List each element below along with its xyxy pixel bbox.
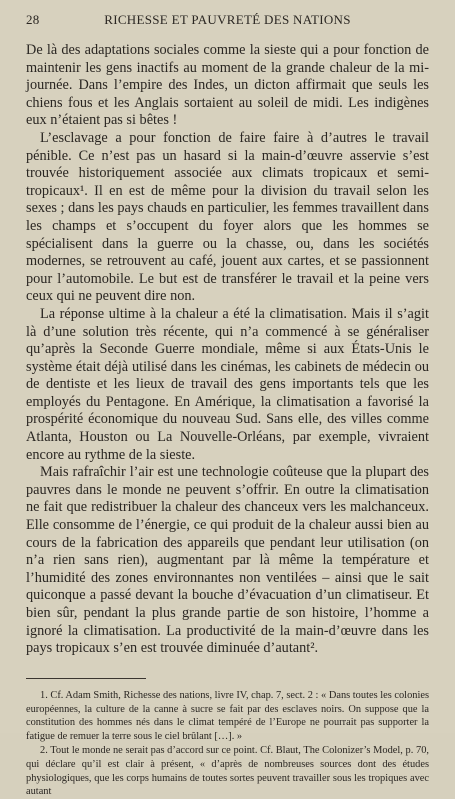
body-text: [26, 42, 429, 658]
paragraph: La réponse ultime à la chaleur a été la climatisation. Mais il s’agit là d’une solution très récente, qui n’a commencé à se généraliser qu’après la Seconde Guerre mondiale, même si aux États-Unis le système était déjà utilisé dans les cinémas, les cabinets de médecin ou de dentiste et les lieux de travail des gens importants tels que les employés du Pentagone. En Amérique, la climatisation a favorisé la prospérité économique du nouveau Sud. Sans elle, des villes comme Atlanta, Houston ou La Nouvelle-Orléans, par exemple, vivraient encore au rythme de la sieste.: [26, 305, 429, 463]
running-title: RICHESSE ET PAUVRETÉ DES NATIONS: [104, 12, 351, 27]
footnote-divider: [26, 678, 146, 679]
running-header: [26, 12, 429, 38]
paragraph: Mais rafraîchir l’air est une technologie coûteuse que la plupart des pauvres dans le monde ne peuvent s’offrir. En outre la climatisation ne fait que redistribuer la chaleur des chanceux vers les malchanceux. Elle consomme de l’énergie, ce qui produit de la chaleur aussi bien au cours de la fabrication des appareils que pendant leur utilisation (on n’a rien sans rien), augmentant par là même la température et l’humidité des zones environnantes non ventilées – ainsi que le sait quiconque a passé devant la bouche d’évacuation d’un climatiseur. Et bien sûr, pendant la plus grande partie de son histoire, l’homme a ignoré la climatisation. La productivité de la main-d’œuvre dans les pays tropicaux s’en est trouvée diminuée d’autant².: [26, 464, 429, 657]
footnotes: [26, 689, 429, 799]
footnote: 1. Cf. Adam Smith, Richesse des nations, livre IV, chap. 7, sect. 2 : « Dans toutes les colonies européennes, la culture de la canne à sucre se fait par des esclaves noirs. On suppose que la constitution des hommes nés dans le climat tempéré de l’Europe ne pourrait pas supporter la fatigue de remuer la terre sous le ciel brûlant […]. »: [26, 689, 429, 743]
page-number: 28: [26, 12, 40, 27]
paragraph: De là des adaptations sociales comme la sieste qui a pour fonction de maintenir les gens inactifs au moment de la grande chaleur de la mi-journée. Dans l’empire des Indes, un dicton affirmait que seuls les chiens fous et les Anglais sortaient au soleil de midi. Les indigènes eux n’étaient pas si bêtes !: [26, 42, 429, 129]
paragraph: L’esclavage a pour fonction de faire faire à d’autres le travail pénible. Ce n’est pas un hasard si la main-d’œuvre asservie s’est trouvée historiquement associée aux climats tropicaux et semi-tropicaux¹. Il en est de même pour la division du travail selon les sexes ; dans les pays chauds en particulier, les femmes travaillent dans les champs et s’occupent du foyer alors que les hommes se spécialisent dans la guerre ou la chasse, ou, dans les sociétés modernes, se retrouvent au café, jouent aux cartes, et se passionnent pour l’automobile. Le but est de transférer le travail et la peine vers ceux qui ne peuvent dire non.: [26, 129, 429, 305]
footnote: 2. Tout le monde ne serait pas d’accord sur ce point. Cf. Blaut, The Colonizer’s Model, p. 70, qui déclare qu’il est clair à présent, « d’après de nombreuses sources dont des études physiologiques, que les corps humains de toutes sortes peuvent travailler sous les tropiques avec autant: [26, 744, 429, 798]
